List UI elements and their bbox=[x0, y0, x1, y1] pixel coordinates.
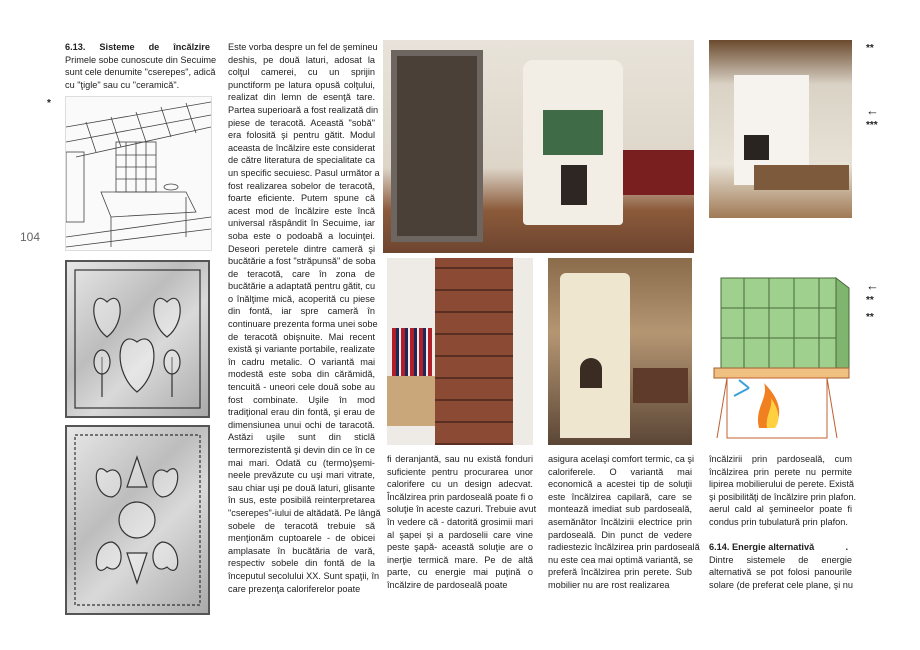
text-line: în sus, este posibilă reinterpretarea bbox=[228, 495, 375, 506]
text-line: asigura acelaşi comfort termic, ca şi bbox=[548, 454, 695, 464]
text-line: încălzirea prin perete nu permite bbox=[709, 466, 852, 477]
text-line: amplasate în bucătăria de vară, bbox=[228, 545, 375, 556]
text-line: peste şapă- această soluţie are o bbox=[387, 542, 533, 553]
text-line: Este vorba despre un fel de şemineu bbox=[228, 42, 378, 52]
footnote-marker: ** bbox=[866, 43, 874, 54]
text-line: "cserepes"-iului de altădată. Pe lângă bbox=[228, 507, 381, 518]
section-number: 6.13. bbox=[65, 42, 86, 52]
text-line: de teracotă obişnuite. Mai recent bbox=[228, 331, 375, 342]
text-line: o înălţime mică, acoperită cu piese bbox=[228, 293, 375, 304]
whitewashed-stove-photo bbox=[548, 258, 692, 445]
text-line: tencuită - uneori cele două sobe au bbox=[228, 382, 375, 393]
text-line: asemănător încălzirii electrice prin bbox=[548, 516, 692, 527]
intro-text bbox=[65, 41, 217, 91]
section-heading bbox=[709, 541, 852, 554]
text-line: economică a acestei tip de soluţii bbox=[548, 479, 692, 490]
text-line: continuare prezenta forma unei sobe bbox=[228, 319, 378, 330]
text-line: începutul secolului XX. Sunt spaţii, în bbox=[228, 570, 380, 581]
text-line: respectiv sobele din fontă de la bbox=[228, 558, 375, 569]
text-line: fost realizarea sobelor de teracotă, bbox=[228, 180, 375, 191]
text-line: cu "ţigle" sau cu "ceramică". bbox=[65, 79, 180, 90]
text-line: parte, cu energie mai puţină o bbox=[387, 567, 533, 578]
text-line: Încălzirea prin pardoseală poate fi o bbox=[387, 491, 533, 502]
arrow-left-icon: ← bbox=[866, 278, 879, 293]
paragraph bbox=[548, 453, 700, 592]
text-line: mobilier nu are rost realizarea bbox=[548, 579, 670, 590]
paragraph-group bbox=[709, 453, 857, 592]
text-line: acest mod de încălzire este încă bbox=[228, 205, 375, 216]
paragraph bbox=[709, 554, 852, 592]
text-line: sobele de teracotă trebuie să bbox=[228, 520, 375, 531]
text-line: este încălzirea capilară, care se bbox=[548, 491, 692, 502]
section-heading bbox=[65, 41, 210, 54]
text-line: suficiente pentru procurarea unor bbox=[387, 466, 533, 477]
text-line: mai mari. Odată cu (termo)şemi- bbox=[228, 457, 375, 468]
modern-fireplace-photo bbox=[709, 40, 852, 218]
text-line: din fontă, iar spre cameră în bbox=[228, 306, 375, 317]
text-line: şi posibilităţi de încălzire prin plafon. bbox=[709, 491, 857, 502]
carved-tile-leaves-illustration bbox=[65, 425, 210, 615]
text-line: în vedere că - datorită grosimii mari bbox=[387, 516, 533, 527]
text-line: care prezenţa caloriferelor poate bbox=[228, 583, 361, 594]
text-line: sunt cele denumite "cserepes", adică bbox=[65, 67, 216, 78]
room-with-stove-photo bbox=[383, 40, 694, 253]
text-line: de către literatura de specialitate ca bbox=[228, 155, 375, 166]
text-line: Primele sobe cunoscute din Secuime bbox=[65, 54, 217, 65]
tiled-stove-photo bbox=[387, 258, 533, 445]
text-line: încălzirii prin pardoseală, cum bbox=[709, 454, 852, 464]
text-line: montează imediat sub pardoseală, bbox=[548, 504, 692, 515]
text-line: de teracotă, care în zona de bbox=[228, 268, 375, 279]
text-line: există şi variante portabile, realizate bbox=[228, 344, 375, 355]
footnote-marker: *** bbox=[866, 120, 878, 131]
text-line: preferă încălzirea prin perete. Sub bbox=[548, 567, 692, 578]
text-line: bucătărie a adaptată pentru gătit, cu bbox=[228, 281, 376, 292]
paragraph bbox=[709, 453, 857, 529]
text-line: sau chiar uşi pe două laturi, glisante bbox=[228, 482, 375, 493]
text-line: neele prevăzute cu uşi mari vitrate, bbox=[228, 470, 375, 481]
text-line: nu este cea mai optimă variantă, se bbox=[548, 554, 694, 565]
section-title: Sisteme de încălzire bbox=[99, 42, 210, 52]
section-title: 6.14. Energie alternativă bbox=[709, 542, 815, 553]
paragraph bbox=[228, 41, 381, 595]
text-line: dimensiunea unui ochi de taracotă. bbox=[228, 419, 375, 430]
text-line: fost combinate. Uşile în mod bbox=[228, 394, 375, 405]
footnote-marker: ** bbox=[866, 312, 874, 323]
text-line: inerţie termică mare. Pe de altă bbox=[387, 554, 533, 565]
text-line: punctiform pe latura opusă colţului, bbox=[228, 79, 375, 90]
text-line: soluţie în aceste cazuri. Trebuie avut bbox=[387, 504, 537, 515]
text-line: soba este o podoabă a locuinţei. bbox=[228, 230, 375, 241]
text-line: alternativă se pot folosi panourile bbox=[709, 567, 852, 578]
text-line: pardoseală. Din punct de vedere bbox=[548, 529, 692, 540]
text-line: Deseori peretele dintre cameră şi bbox=[228, 243, 375, 254]
page-number: 104 bbox=[20, 230, 41, 244]
text-line: calorifere cu un design adecvat. bbox=[387, 479, 533, 490]
text-line: aerul cald al şemineelor poate fi bbox=[709, 504, 852, 515]
green-tile-stove-illustration bbox=[709, 268, 852, 445]
spacer bbox=[709, 529, 852, 542]
text-line: încălzire de pardoseală poate bbox=[387, 579, 508, 590]
text-line: condus prin tubulatură prin plafon. bbox=[709, 516, 848, 527]
text-line: era folosită şi pentru gătit. Modul bbox=[228, 130, 375, 141]
text-line: deshis, pe două laturi, adosat la bbox=[228, 54, 375, 65]
text-line: realizat din lemn de esenţă tare. bbox=[228, 92, 375, 103]
footnote-marker: * bbox=[47, 98, 51, 109]
text-line: Partea superioară a fost realizată din bbox=[228, 104, 379, 115]
text-line: aceasta de încălzire este considerat bbox=[228, 142, 375, 153]
carved-tile-hearts-illustration bbox=[65, 260, 210, 418]
text-line: al şapei şi a pardoselii care vine bbox=[387, 529, 533, 540]
text-line: menţionăm cuptoarele - de obicei bbox=[228, 533, 375, 544]
footnote-marker: ** bbox=[866, 295, 874, 306]
arrow-left-icon: ← bbox=[866, 103, 879, 118]
text-line: fi deranjantă, sau nu există fonduri bbox=[387, 454, 533, 464]
text-line: lipirea mobilierului de perete. Există bbox=[709, 479, 855, 490]
text-line: caloriferele. O variantă mai bbox=[548, 466, 692, 477]
text-line: termorezistentă şi devin din ce în ce bbox=[228, 445, 375, 455]
text-line: solare (de preferat cele plane, şi nu bbox=[709, 579, 854, 590]
text-line: piese de teracotă. Această "sobă" bbox=[228, 117, 375, 128]
text-line: colţul camerei, cu un sprijin bbox=[228, 67, 375, 78]
text-line: bucătărie a fost "străpunsă" de soba bbox=[228, 256, 376, 267]
text-line: radiestezic încălzirea prin pardoseală bbox=[548, 542, 700, 553]
text-line: foarte eficiente. Putem spune că bbox=[228, 193, 375, 204]
text-line: Astăzi uşile sunt din sticlă bbox=[228, 432, 375, 443]
heading-dot: . bbox=[845, 542, 848, 553]
text-line: în cadru metalic. O variantă mai bbox=[228, 356, 375, 367]
text-line: modestă este soba din cărămidă, bbox=[228, 369, 375, 380]
text-line: universal răspândit în Secuime, iar bbox=[228, 218, 375, 229]
paragraph bbox=[65, 54, 217, 92]
text-line: Dintre sistemele de energie bbox=[709, 554, 852, 565]
text-line: un specific secuiesc. Pasul următor a bbox=[228, 167, 380, 178]
stove-sketch-illustration bbox=[65, 96, 212, 251]
text-line: tradiţional erau din fontă, şi erau de bbox=[228, 407, 375, 418]
paragraph bbox=[387, 453, 537, 592]
